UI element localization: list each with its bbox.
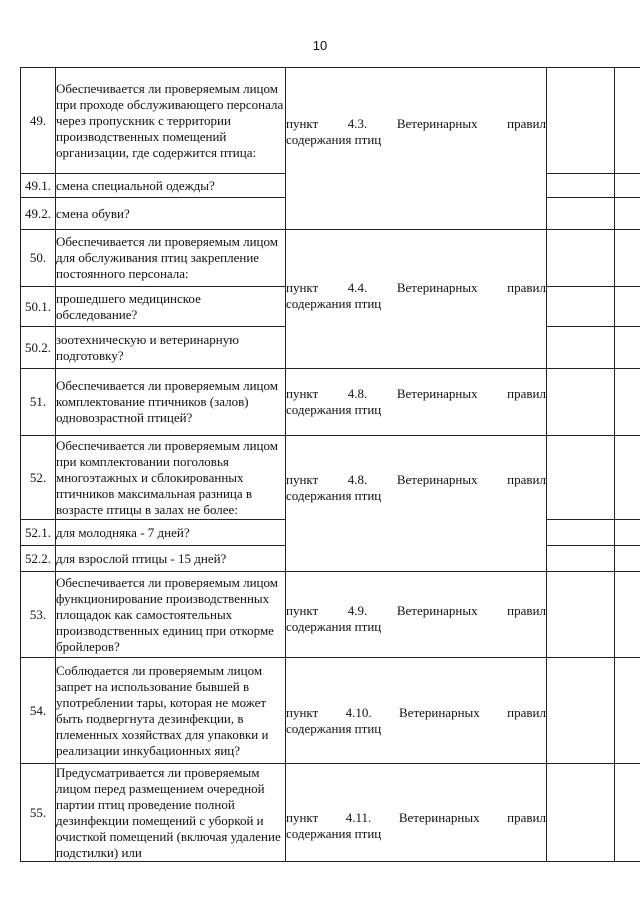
legal-reference: пункт 4.4. Ветеринарных правил содержания птиц xyxy=(286,230,547,369)
item-question: смена обуви? xyxy=(56,198,286,230)
item-question: для молодняка - 7 дней? xyxy=(56,520,286,546)
answer-cell xyxy=(547,174,615,198)
answer-cell xyxy=(547,520,615,546)
table-row xyxy=(21,436,640,520)
answer-cell xyxy=(547,230,615,287)
item-question: Обеспечивается ли проверяемым лицом комплектование птичников (залов) одновозрастной птицей? xyxy=(56,369,286,436)
item-number: 51. xyxy=(21,369,56,436)
answer-cell xyxy=(547,546,615,572)
answer-cell xyxy=(547,572,615,658)
legal-reference: пункт 4.9. Ветеринарных правил содержания птиц xyxy=(286,572,547,658)
item-number: 52. xyxy=(21,436,56,520)
item-question: Соблюдается ли проверяемым лицом запрет на использование бывшей в употреблении тары, которая не может быть подвергнута дезинфекции, в племенных хозяйствах для упаковки и реализации инкубационных яиц? xyxy=(56,658,286,764)
answer-cell xyxy=(547,68,615,174)
note-cell xyxy=(615,369,640,436)
item-question: зоотехническую и ветеринарную подготовку? xyxy=(56,327,286,369)
item-number: 50.2. xyxy=(21,327,56,369)
item-number: 50. xyxy=(21,230,56,287)
item-number: 50.1. xyxy=(21,287,56,327)
answer-cell xyxy=(547,327,615,369)
answer-cell xyxy=(547,198,615,230)
item-question: Обеспечивается ли проверяемым лицом при комплектовании поголовья многоэтажных и сблокированных птичников максимальная разница в возрасте птицы в залах не более: xyxy=(56,436,286,520)
note-cell xyxy=(615,520,640,546)
note-cell xyxy=(615,68,640,174)
page-number: 10 xyxy=(312,38,328,53)
legal-reference: пункт 4.8. Ветеринарных правил содержания птиц xyxy=(286,436,547,572)
table-row xyxy=(21,68,640,174)
answer-cell xyxy=(547,369,615,436)
table-row xyxy=(21,230,640,287)
item-number: 49. xyxy=(21,68,56,174)
item-question: Обеспечивается ли проверяемым лицом при проходе обслуживающего персонала через пропускник с территории производственных помещений организации, где содержится птица: xyxy=(56,68,286,174)
item-number: 49.1. xyxy=(21,174,56,198)
note-cell xyxy=(615,230,640,287)
answer-cell xyxy=(547,287,615,327)
legal-reference: пункт 4.11. Ветеринарных правил содержания птиц xyxy=(286,764,547,862)
note-cell xyxy=(615,572,640,658)
note-cell xyxy=(615,327,640,369)
note-cell xyxy=(615,764,640,862)
item-question: прошедшего медицинское обследование? xyxy=(56,287,286,327)
note-cell xyxy=(615,436,640,520)
note-cell xyxy=(615,287,640,327)
item-question: Предусматривается ли проверяемым лицом перед размещением очередной партии птиц проведение полной дезинфекции помещений с уборкой и очисткой помещений (включая удаление подстилки) или xyxy=(56,764,286,862)
answer-cell xyxy=(547,436,615,520)
note-cell xyxy=(615,174,640,198)
item-number: 49.2. xyxy=(21,198,56,230)
item-question: Обеспечивается ли проверяемым лицом функционирование производственных площадок как самостоятельных производственных единиц при откорме бройлеров? xyxy=(56,572,286,658)
note-cell xyxy=(615,198,640,230)
answer-cell xyxy=(547,764,615,862)
item-number: 55. xyxy=(21,764,56,862)
answer-cell xyxy=(547,658,615,764)
item-question: смена специальной одежды? xyxy=(56,174,286,198)
note-cell xyxy=(615,546,640,572)
item-number: 54. xyxy=(21,658,56,764)
table-row xyxy=(21,658,640,764)
checklist-table xyxy=(20,67,640,862)
item-question: Обеспечивается ли проверяемым лицом для обслуживания птиц закрепление постоянного персонала: xyxy=(56,230,286,287)
legal-reference: пункт 4.8. Ветеринарных правил содержания птиц xyxy=(286,369,547,436)
item-number: 53. xyxy=(21,572,56,658)
table-row xyxy=(21,572,640,658)
legal-reference: пункт 4.10. Ветеринарных правил содержания птиц xyxy=(286,658,547,764)
item-number: 52.1. xyxy=(21,520,56,546)
legal-reference: пункт 4.3. Ветеринарных правил содержания птиц xyxy=(286,68,547,230)
item-question: для взрослой птицы - 15 дней? xyxy=(56,546,286,572)
table-row xyxy=(21,764,640,862)
note-cell xyxy=(615,658,640,764)
table-row xyxy=(21,369,640,436)
item-number: 52.2. xyxy=(21,546,56,572)
